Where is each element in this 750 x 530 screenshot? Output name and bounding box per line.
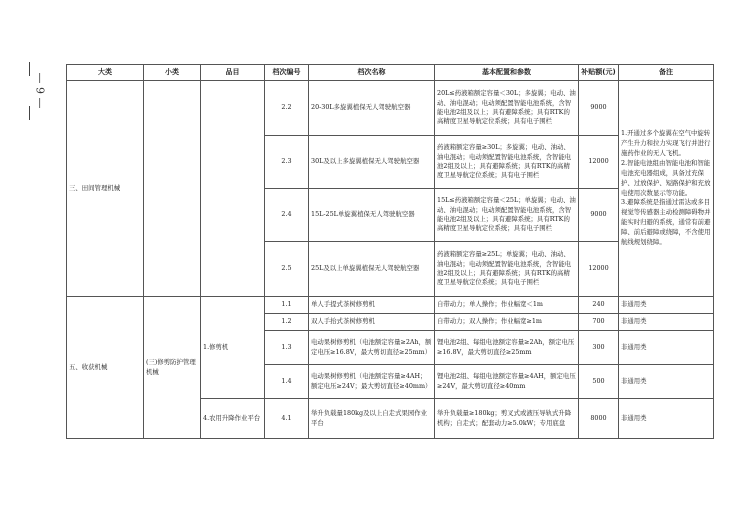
- spec-cell: 举升负载量≥180kg；剪叉式或液压导轨式升降机构；自走式；配套动力≥5.0kW；专用底盘: [435, 399, 579, 439]
- grade-code: 2.2: [265, 81, 309, 136]
- spec-cell: 自带动力；双人操作；作业幅宽≥1m: [435, 314, 579, 331]
- note-cell: 非通用类: [619, 365, 714, 399]
- subsidy-cell: 300: [579, 331, 619, 365]
- spec-cell: 锂电池2组、每组电池额定容量≥2Ah，额定电压≥16.8V，最大剪切直径≥25mm: [435, 331, 579, 365]
- subsidy-cell: 9000: [579, 81, 619, 136]
- subsidy-cell: 12000: [579, 136, 619, 189]
- table-row: [67, 297, 714, 314]
- header-subsidy: 补贴额(元): [579, 65, 619, 81]
- item-cell: [201, 81, 265, 297]
- note-cell: 非通用类: [619, 297, 714, 314]
- header-category: 大类: [67, 65, 144, 81]
- grade-code: 1.4: [265, 365, 309, 399]
- grade-name: 举升负载量180kg及以上自走式果园作业平台: [309, 399, 435, 439]
- spec-cell: 锂电池2组、每组电池额定容量≥4AH，额定电压≥24V，最大剪切直径≥40mm: [435, 365, 579, 399]
- header-spec: 基本配置和参数: [435, 65, 579, 81]
- grade-code: 2.4: [265, 189, 309, 242]
- subsidy-cell: 700: [579, 314, 619, 331]
- header-item: 品目: [201, 65, 265, 81]
- grade-code: 2.3: [265, 136, 309, 189]
- note-cell: 非通用类: [619, 331, 714, 365]
- subcategory-cell: [144, 81, 201, 297]
- spec-cell: 药液箱额定容量≥25L；单旋翼；电动、油动、油电混动；电动须配置智能电池系统，含智能电池2组及以上；具有避障系统；具有RTK的高精度卫星导航定位系统；具有电子围栏: [435, 242, 579, 297]
- subsidy-cell: 12000: [579, 242, 619, 297]
- subsidy-cell: 240: [579, 297, 619, 314]
- table-row: [67, 81, 714, 136]
- item-cell: 1.修剪机: [201, 297, 265, 399]
- item-cell: 4.农用升降作业平台: [201, 399, 265, 439]
- grade-name: 20-30L多旋翼植保无人驾驶航空器: [309, 81, 435, 136]
- grade-name: 单人手提式茶树修剪机: [309, 297, 435, 314]
- grade-code: 1.2: [265, 314, 309, 331]
- grade-name: 15L-25L单旋翼植保无人驾驶航空器: [309, 189, 435, 242]
- note-cell: 非通用类: [619, 314, 714, 331]
- grade-name: 双人手抬式茶树修剪机: [309, 314, 435, 331]
- spec-cell: 20L≤药液箱额定容量＜30L；多旋翼；电动、油动、油电混动；电动须配置智能电池系统，含智能电池2组及以上；具有避障系统；具有RTK的高精度卫星导航定位系统；具有电子围栏: [435, 81, 579, 136]
- spec-cell: 自带动力；单人操作；作业幅宽＜1m: [435, 297, 579, 314]
- grade-name: 30L及以上多旋翼植保无人驾驶航空器: [309, 136, 435, 189]
- grade-code: 4.1: [265, 399, 309, 439]
- category-cell: 五、收获机械: [67, 297, 144, 439]
- subcategory-cell: (三)修剪防护管理机械: [144, 297, 201, 439]
- category-cell: 三、田间管理机械: [67, 81, 144, 297]
- table-header-row: [67, 65, 714, 81]
- header-note: 备注: [619, 65, 714, 81]
- grade-code: 1.1: [265, 297, 309, 314]
- subsidy-table: [66, 64, 714, 439]
- subsidy-cell: 500: [579, 365, 619, 399]
- spec-cell: 药液箱额定容量≥30L；多旋翼；电动、油动、油电混动；电动须配置智能电池系统，含智能电池2组及以上；具有避障系统；具有RTK的高精度卫星导航定位系统；具有电子围栏: [435, 136, 579, 189]
- grade-code: 2.5: [265, 242, 309, 297]
- subsidy-cell: 8000: [579, 399, 619, 439]
- subsidy-cell: 9000: [579, 189, 619, 242]
- page-number: — 9 —: [18, 62, 42, 122]
- note-cell: 非通用类: [619, 399, 714, 439]
- spec-cell: 15L≤药液箱额定容量＜25L；单旋翼；电动、油动、油电混动；电动须配置智能电池系统，含智能电池2组及以上；具有避障系统；具有RTK的高精度卫星导航定位系统；具有电子围栏: [435, 189, 579, 242]
- grade-name: 25L及以上单旋翼植保无人驾驶航空器: [309, 242, 435, 297]
- header-grade-name: 档次名称: [309, 65, 435, 81]
- grade-name: 电动果树修剪机（电池额定容量≥2Ah，额定电压≥16.8V，最大剪切直径≥25mm）: [309, 331, 435, 365]
- note-cell: 1.开通过多个旋翼在空气中旋转产生升力和拉力实现飞行并进行施药作业的无人飞机。 2.智能电池组由智能电池和智能电池充电器组成，具备过充保护、过放保护、短路保护和充放电使用次数显示等功能。 3.避障系统是指通过雷达或多目视觉等传感器主动检测障碍物并能实时归避的系统，通常有前避障、前后避障或绕障，不含使用航线规划绕障。: [619, 81, 714, 297]
- grade-name: 电动果树修剪机（电池额定容量≥4AH；额定电压≥24V；最大剪切直径≥40mm）: [309, 365, 435, 399]
- header-subcategory: 小类: [144, 65, 201, 81]
- grade-code: 1.3: [265, 331, 309, 365]
- header-grade-code: 档次编号: [265, 65, 309, 81]
